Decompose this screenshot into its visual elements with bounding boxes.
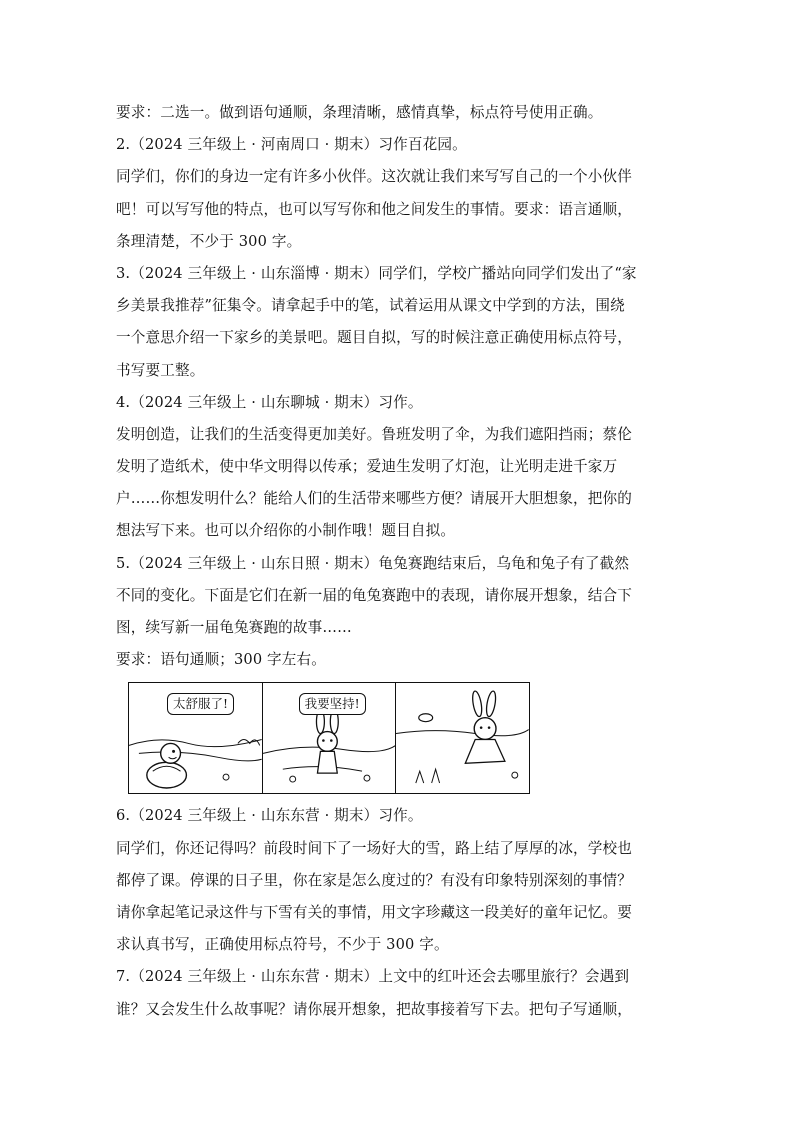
text-line: 2.（2024 三年级上 · 河南周口 · 期末）习作百花园。 [116,136,467,154]
text-line: 乡美景我推荐”征集令。请拿起手中的笔，试着运用从课文中学到的方法，围绕 [116,297,625,315]
text-line: 3.（2024 三年级上 · 山东淄博 · 期末）同学们，学校广播站向同学们发出了“家 [116,264,637,282]
speech-bubble-tortoise: 太舒服了! [167,693,234,715]
text-line: 同学们，你还记得吗？前段时间下了一场好大的雪，路上结了厚厚的冰，学校也 [116,839,633,857]
comic-panel-tortoise-resting [129,683,263,793]
text-line: 都停了课。停课的日子里，你在家是怎么度过的？有没有印象特别深刻的事情？ [116,871,633,889]
text-line: 同学们，你们的身边一定有许多小伙伴。这次就让我们来写写自己的一个小伙伴 [116,168,633,186]
text-line: 不同的变化。下面是它们在新一届的龟兔赛跑中的表现，请你展开想象，结合下 [116,586,633,604]
text-line: 一个意思介绍一下家乡的美景吧。题目自拟，写的时候注意正确使用标点符号， [116,329,633,347]
text-line: 谁？又会发生什么故事呢？请你展开想象，把故事接着写下去。把句子写通顺， [116,1000,633,1018]
comic-panel-rabbit-persisting [263,683,397,793]
text-line: 要求：语句通顺；300 字左右。 [116,651,327,669]
text-line: 户……你想发明什么？能给人们的生活带来哪些方便？请展开大胆想象，把你的 [116,490,633,508]
text-line: 发明创造，让我们的生活变得更加美好。鲁班发明了伞，为我们遮阳挡雨；蔡伦 [116,425,633,443]
text-line: 条理清楚，不少于 300 字。 [116,232,302,250]
text-block-bottom [116,800,682,1025]
text-line: 书写要工整。 [116,361,205,379]
text-line: 6.（2024 三年级上 · 山东东营 · 期末）习作。 [116,807,423,825]
text-line: 7.（2024 三年级上 · 山东东营 · 期末）上文中的红叶还会去哪里旅行？会遇到 [116,968,630,986]
text-line: 求认真书写，正确使用标点符号，不少于 300 字。 [116,936,449,954]
text-block-top [116,97,682,676]
document-page [116,97,682,1026]
text-line: 图，续写新一届龟兔赛跑的故事…… [116,619,352,636]
speech-bubble-rabbit: 我要坚持! [299,693,366,715]
text-line: 想法写下来。也可以介绍你的小制作哦！题目自拟。 [116,522,456,540]
text-line: 要求：二选一。做到语句通顺，条理清晰，感情真挚，标点符号使用正确。 [116,104,603,121]
text-line: 5.（2024 三年级上 · 山东日照 · 期末）龟兔赛跑结束后，乌龟和兔子有了截然 [116,554,630,572]
text-line: 吧！可以写写他的特点，也可以写写你和他之间发生的事情。要求：语言通顺， [116,200,633,218]
running-rabbit-illustration [396,683,529,793]
text-line: 发明了造纸术，使中华文明得以传承；爱迪生发明了灯泡，让光明走进千家万 [116,458,618,476]
text-line: 请你拿起笔记录这件与下雪有关的事情，用文字珍藏这一段美好的童年记忆。要 [116,903,633,921]
text-line: 4.（2024 三年级上 · 山东聊城 · 期末）习作。 [116,393,423,411]
comic-figure [128,682,530,794]
comic-panel-rabbit-running [396,683,529,793]
